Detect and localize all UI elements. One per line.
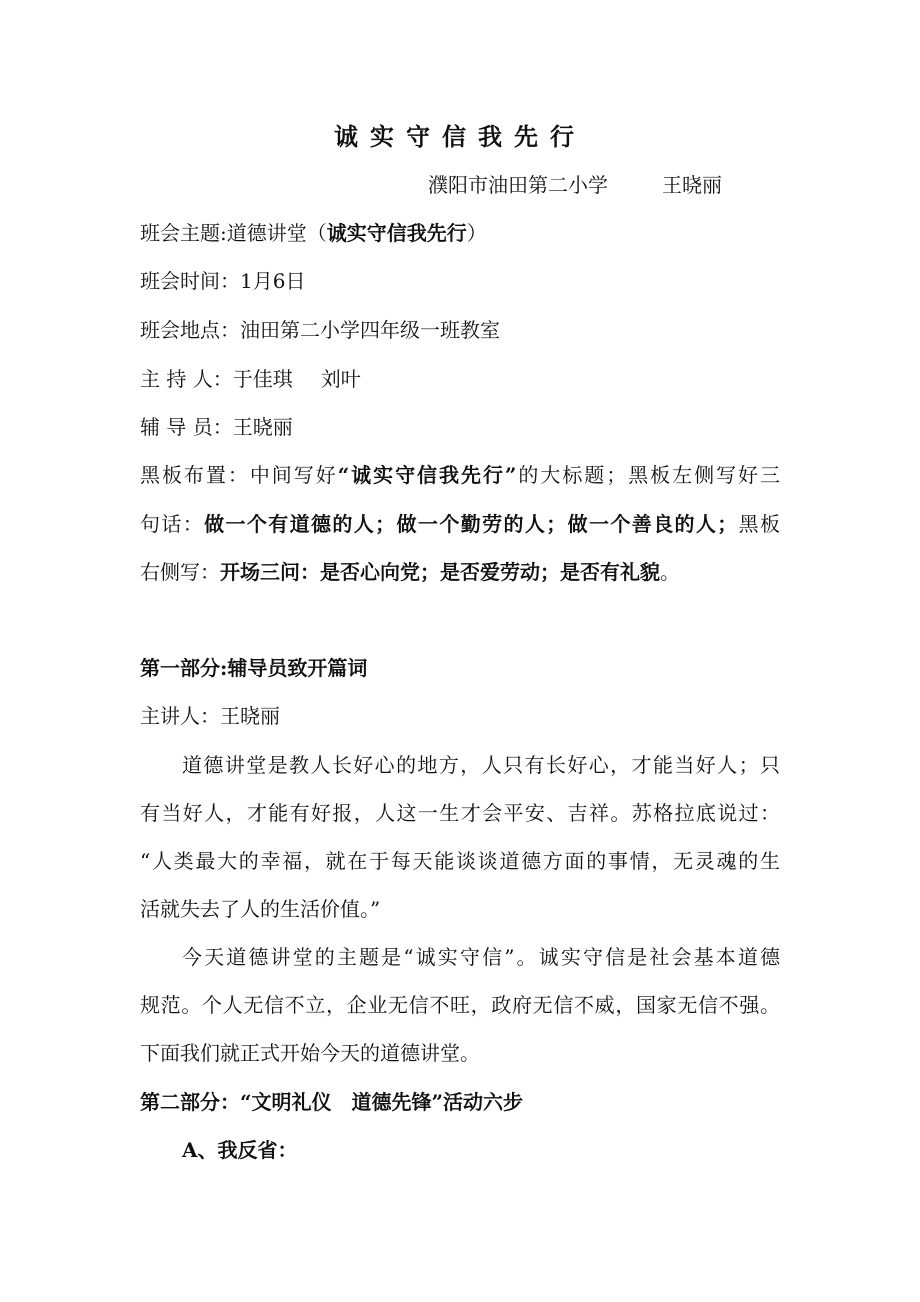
blackboard-line-3 — [140, 559, 680, 585]
blackboard-text: 。 — [660, 560, 680, 584]
blackboard-line-2 — [140, 511, 780, 537]
part1-p1-line: 道德讲堂是教人长好心的地方，人只有长好心，才能当好人；只 — [182, 753, 780, 777]
author-school: 濮阳市油田第二小学 — [428, 173, 608, 197]
part1-p2-line: 下面我们就正式开始今天的道德讲堂。 — [140, 1041, 480, 1065]
meta-host-label: 主 持 人： — [140, 367, 233, 391]
part1-heading: 第一部分:辅导员致开篇词 — [140, 656, 368, 680]
part1-p1-line: “人类最大的幸福，就在于每天能谈谈道德方面的事情，无灵魂的生 — [140, 849, 780, 873]
blackboard-right-questions: 开场三问：是否心向党；是否爱劳动；是否有礼貌 — [220, 560, 660, 584]
meta-theme-label: 班会主题:道德讲堂（ — [140, 221, 327, 245]
part1-p1-line: 有当好人，才能有好报，人这一生才会平安、吉祥。苏格拉底说过： — [140, 801, 780, 825]
part1-p2-line: 今天道德讲堂的主题是“诚实守信”。诚实守信是社会基本道德 — [182, 945, 780, 969]
blackboard-text: 右侧写： — [140, 560, 220, 584]
author-line — [428, 172, 722, 198]
blackboard-left-slogans: 做一个有道德的人；做一个勤劳的人；做一个善良的人； — [204, 512, 738, 536]
meta-host — [140, 366, 361, 392]
meta-theme — [140, 220, 487, 246]
meta-time: 班会时间：1月6日 — [140, 269, 306, 293]
blackboard-text: 的大标题；黑板左侧写好三 — [516, 463, 781, 487]
blackboard-text: 黑板布置：中间写好 — [140, 463, 338, 487]
meta-counselor-label: 辅 导 员： — [140, 415, 233, 439]
meta-place: 班会地点：油田第二小学四年级一班教室 — [140, 318, 500, 342]
meta-host-name-1: 于佳琪 — [232, 367, 293, 391]
document-title: 诚实守信我先行 — [334, 122, 586, 151]
part1-p2-line: 规范。个人无信不立，企业无信不旺，政府无信不威，国家无信不强。 — [140, 993, 780, 1017]
meta-host-name-2: 刘叶 — [320, 367, 361, 391]
blackboard-line-1 — [140, 462, 780, 488]
part2-sub-a: A、我反省： — [182, 1138, 298, 1162]
meta-counselor — [140, 414, 293, 440]
blackboard-title: “诚实守信我先行” — [337, 463, 517, 487]
meta-theme-value: 诚实守信我先行 — [326, 221, 467, 245]
part1-p1-line: 活就失去了人的生活价值。” — [140, 897, 381, 921]
blackboard-text: 黑板 — [737, 512, 781, 536]
blackboard-text: 句话： — [140, 512, 205, 536]
meta-theme-close: ） — [466, 221, 487, 245]
author-name: 王晓丽 — [662, 173, 722, 197]
part2-heading: 第二部分：“文明礼仪 道德先锋”活动六步 — [140, 1090, 524, 1114]
meta-counselor-name: 王晓丽 — [232, 415, 293, 439]
part1-speaker: 主讲人：王晓丽 — [140, 704, 280, 728]
